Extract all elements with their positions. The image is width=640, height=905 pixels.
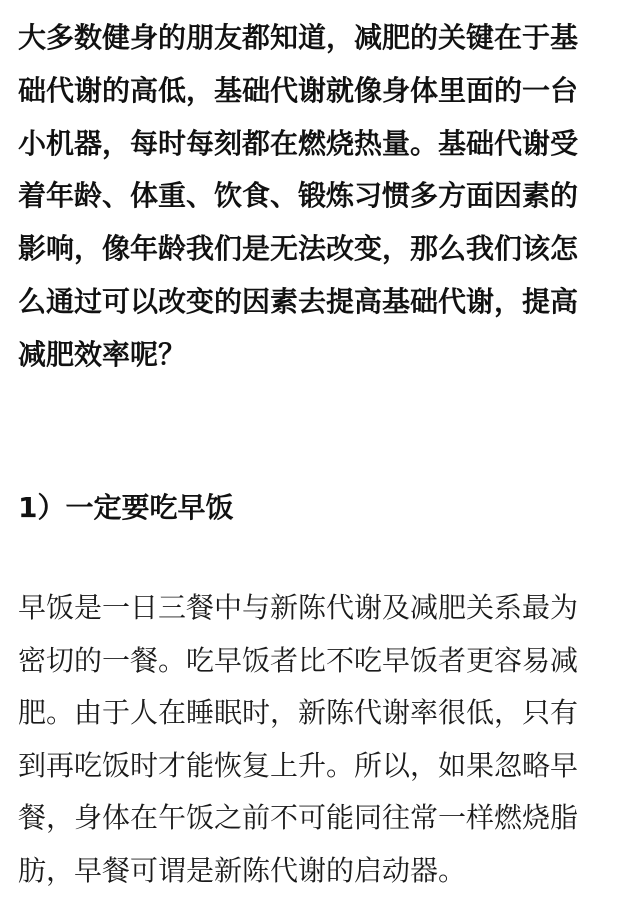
body-line: 早饭是一日三餐中与新陈代谢及减肥关系最为 bbox=[18, 591, 579, 624]
intro-line: 着年龄、体重、饮食、锻炼习惯多方面因素的 bbox=[18, 179, 579, 213]
body-line: 肥。由于人在睡眠时，新陈代谢率很低，只有 bbox=[18, 696, 579, 730]
intro-line: 小机器，每时每刻都在燃烧热量。基础代谢受 bbox=[18, 126, 579, 160]
intro-line: 影响，像年龄我们是无法改变，那么我们该怎 bbox=[18, 232, 579, 266]
body-line: 肪，早餐可谓是新陈代谢的启动器。 bbox=[18, 853, 467, 887]
body-line: 密切的一餐。吃早饭者比不吃早饭者更容易减 bbox=[18, 643, 579, 677]
intro-line: 么通过可以改变的因素去提高基础代谢，提高 bbox=[18, 284, 579, 318]
intro-paragraph bbox=[18, 12, 624, 382]
body-paragraph bbox=[18, 582, 624, 898]
intro-line: 减肥效率呢？ bbox=[18, 337, 187, 371]
body-line: 餐，身体在午饭之前不可能同往常一样燃烧脂 bbox=[18, 801, 579, 835]
intro-line: 础代谢的高低，基础代谢就像身体里面的一台 bbox=[18, 73, 579, 107]
body-line: 到再吃饭时才能恢复上升。所以，如果忽略早 bbox=[18, 748, 579, 782]
intro-line: 大多数健身的朋友都知道，减肥的关键在于基 bbox=[18, 21, 579, 54]
section-heading: 1）一定要吃早饭 bbox=[18, 491, 234, 524]
